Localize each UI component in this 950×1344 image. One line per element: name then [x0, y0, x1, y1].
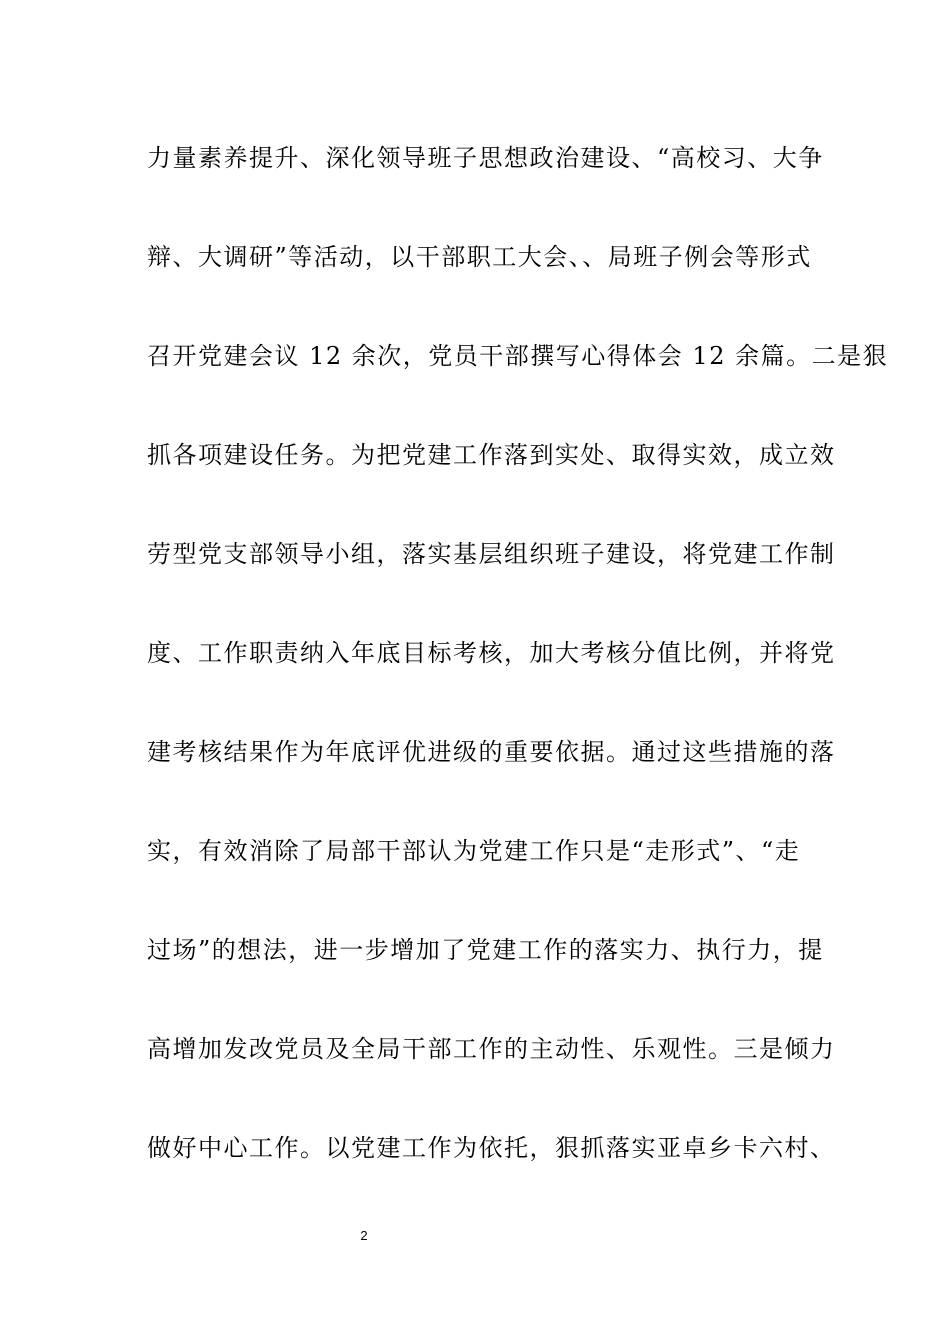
text-line: 建考核结果作为年底评优进级的重要依据。通过这些措施的落 [147, 738, 836, 766]
text-line: 辩、大调研”等活动，以干部职工大会、、局班子例会等形式 [147, 243, 812, 271]
body-text [147, 136, 889, 1225]
text-line: 度、工作职责纳入年底目标考核，加大考核分值比例，并将党 [147, 639, 836, 667]
text-line: 高增加发改党员及全局干部工作的主动性、乐观性。三是倾力 [147, 1035, 836, 1063]
text-line: 做好中心工作。以党建工作为依托，狠抓落实亚卓乡卡六村、 [147, 1134, 836, 1162]
text-line: 召开党建会议 12 余次，党员干部撰写心得体会 12 余篇。二是狠 [147, 342, 889, 370]
text-line: 力量素养提升、深化领导班子思想政治建设、“高校习、大争 [147, 144, 824, 172]
text-line: 抓各项建设任务。为把党建工作落到实处、取得实效，成立效 [147, 441, 836, 469]
page-number: 2 [360, 1228, 368, 1243]
text-line: 劳型党支部领导小组，落实基层组织班子建设，将党建工作制 [147, 540, 836, 568]
text-line: 过场”的想法，进一步增加了党建工作的落实力、执行力，提 [147, 936, 824, 964]
text-line: 实，有效消除了局部干部认为党建工作只是“走形式”、“走 [147, 837, 801, 865]
